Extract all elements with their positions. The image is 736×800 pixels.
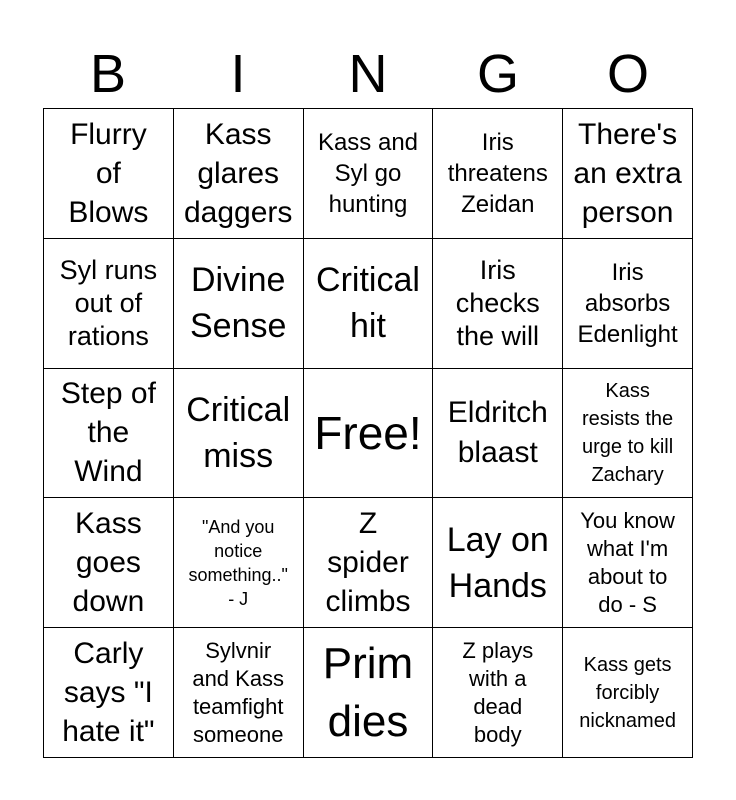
cell-text: Critical miss bbox=[186, 390, 291, 475]
bingo-cell[interactable] bbox=[433, 109, 563, 239]
cell-text: Step of the Wind bbox=[60, 377, 156, 489]
header-letter-i: I bbox=[230, 44, 246, 104]
cell-text: Kass goes down bbox=[72, 507, 145, 619]
cell-text: There's an extra person bbox=[573, 117, 682, 229]
bingo-cell[interactable] bbox=[304, 239, 434, 369]
bingo-cell[interactable] bbox=[563, 109, 693, 239]
cell-text: Z plays with a dead body bbox=[462, 637, 534, 747]
cell-text: Sylvnir and Kass teamfight someone bbox=[192, 637, 285, 747]
bingo-cell[interactable] bbox=[44, 369, 174, 499]
bingo-cell[interactable] bbox=[433, 628, 563, 758]
bingo-cell[interactable] bbox=[563, 239, 693, 369]
header-letter-b: B bbox=[89, 44, 127, 104]
bingo-header bbox=[43, 40, 693, 108]
bingo-cell[interactable] bbox=[304, 109, 434, 239]
cell-text: Iris checks the will bbox=[455, 254, 540, 351]
bingo-cell[interactable] bbox=[44, 498, 174, 628]
bingo-cell[interactable] bbox=[304, 628, 434, 758]
bingo-cell[interactable] bbox=[174, 498, 304, 628]
bingo-cell[interactable] bbox=[563, 628, 693, 758]
bingo-cell[interactable] bbox=[174, 109, 304, 239]
bingo-cell[interactable] bbox=[44, 239, 174, 369]
bingo-cell[interactable] bbox=[563, 369, 693, 499]
bingo-cell[interactable] bbox=[174, 369, 304, 499]
cell-text: Eldritch blaast bbox=[447, 395, 548, 469]
cell-text: You know what I'm about to do - S bbox=[580, 507, 675, 617]
bingo-board bbox=[43, 108, 693, 758]
cell-text: Critical hit bbox=[316, 261, 420, 346]
cell-text: Kass glares daggers bbox=[183, 117, 293, 229]
cell-text: Iris threatens Zeidan bbox=[447, 128, 548, 218]
cell-text: Kass gets forcibly nicknamed bbox=[579, 653, 676, 732]
cell-text: Flurry of Blows bbox=[68, 117, 149, 229]
bingo-cell-free[interactable] bbox=[304, 369, 434, 499]
bingo-cell[interactable] bbox=[304, 498, 434, 628]
cell-text: "And you notice something.." - J bbox=[188, 516, 288, 609]
cell-text: Free! bbox=[314, 406, 422, 459]
bingo-cell[interactable] bbox=[433, 369, 563, 499]
bingo-cell[interactable] bbox=[433, 239, 563, 369]
bingo-cell[interactable] bbox=[174, 628, 304, 758]
bingo-cell[interactable] bbox=[44, 109, 174, 239]
cell-text: Z spider climbs bbox=[325, 507, 411, 619]
cell-text: Carly says "I hate it" bbox=[62, 637, 155, 749]
cell-text: Syl runs out of rations bbox=[59, 254, 158, 351]
cell-text: Kass resists the urge to kill Zachary bbox=[582, 379, 674, 486]
bingo-cell[interactable] bbox=[44, 628, 174, 758]
bingo-cell[interactable] bbox=[174, 239, 304, 369]
cell-text: Kass and Syl go hunting bbox=[317, 128, 419, 218]
bingo-cell[interactable] bbox=[563, 498, 693, 628]
cell-text: Lay on Hands bbox=[446, 520, 549, 605]
header-letter-n: N bbox=[348, 44, 388, 104]
header-letter-o: O bbox=[606, 44, 649, 104]
bingo-cell[interactable] bbox=[433, 498, 563, 628]
cell-text: Iris absorbs Edenlight bbox=[577, 258, 678, 348]
cell-text: Divine Sense bbox=[189, 261, 287, 346]
header-letter-g: G bbox=[476, 44, 519, 104]
cell-text: Prim dies bbox=[322, 638, 414, 746]
